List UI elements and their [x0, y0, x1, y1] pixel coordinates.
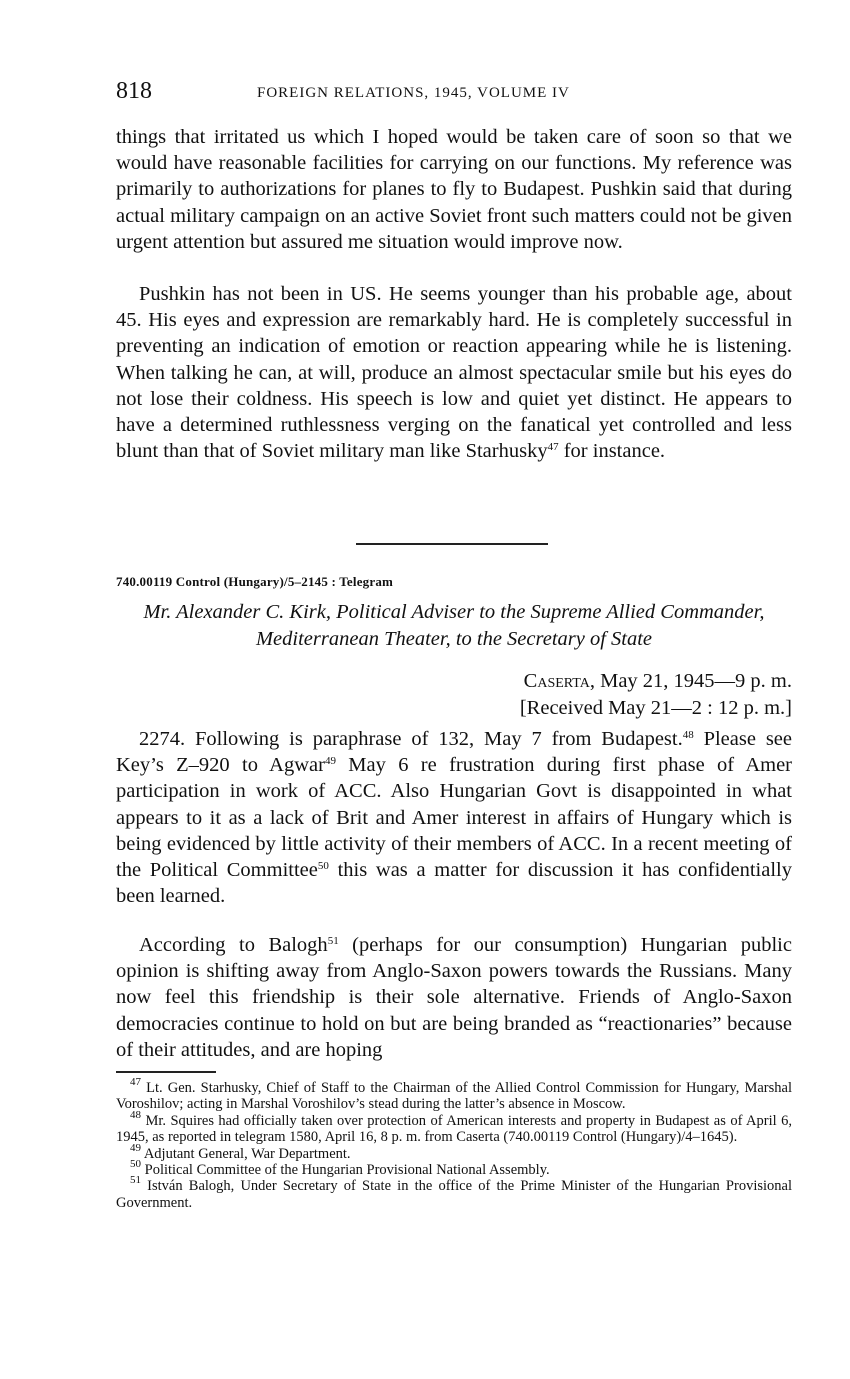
- page-number: 818: [116, 78, 152, 104]
- document-title: Mr. Alexander C. Kirk, Political Adviser to the Supreme Allied Commander, Mediterranean Theater, to the Secretary of State: [143, 601, 765, 650]
- footnote-47: [116, 1076, 792, 1113]
- paragraph-text: Pushkin has not been in US. He seems younger than his probable age, about 45. His eyes and expression are remarkably hard. He is completely successful in preventing an indication of emotion or reaction appearing while he is listening. When talking he can, at will, produce an almost spectacular smile but his eyes do not lose their coldness. His speech is low and quiet yet distinct. He appears to have a determined ruthlessness verging on the fanatical yet controlled and less blunt than that of Soviet military man like Starhusky: [116, 283, 792, 463]
- paragraph-continuation: [116, 124, 792, 255]
- paragraph-text: According to Balogh: [139, 934, 328, 956]
- footnote-ref-49[interactable]: 49: [324, 755, 336, 768]
- paragraph-text: things that irritated us which I hoped would be taken care of soon so that we would have reasonable facilities for carrying on our functions. My reference was primarily to authorizations for planes to fly to Budapest. Pushkin said that during actual military campaign on an active Soviet front such matters could not be given urgent attention but assured me situation would improve now.: [116, 126, 792, 253]
- running-header: [116, 78, 792, 108]
- paragraph-text: May 6 re frustration during first phase of Amer participation in work of ACC. Also Hungarian Govt is disappointed in what appears to it as a lack of Brit and Amer interest in affairs of Hungary which is being evidenced by little activity of their members of ACC. In a recent meeting of the Political Committee: [116, 754, 792, 882]
- paragraph-balogh: [116, 932, 792, 1063]
- footnote-marker: 47: [130, 1076, 141, 1088]
- paragraph-text: Please see Key’s Z–920 to Agwar: [116, 728, 792, 777]
- footnote-marker: 49: [130, 1141, 141, 1154]
- footnote-ref-50[interactable]: 50: [317, 860, 329, 873]
- file-reference: 740.00119 Control (Hungary)/5–2145 : Telegram: [116, 574, 394, 589]
- footnote-text: Adjutant General, War Department.: [141, 1145, 351, 1162]
- footnote-ref-51[interactable]: 51: [327, 935, 339, 947]
- footnote-50: [116, 1158, 792, 1179]
- footnote-ref-47[interactable]: 47: [547, 441, 559, 454]
- footnote-text: Mr. Squires had officially taken over protection of American interests and property in Budapest as of April 6, 1945, as reported in telegram 1580, April 16, 8 p. m. from Caserta (740.00119 Control (Hungary)/4–1645).: [116, 1112, 792, 1146]
- footnote-49: [116, 1141, 792, 1162]
- footnote-text: Political Committee of the Hungarian Provisional National Assembly.: [141, 1162, 550, 1179]
- dateline-place: Caserta,: [523, 670, 595, 692]
- footnote-48: [116, 1108, 792, 1146]
- footnote-divider: [116, 1071, 216, 1073]
- dateline-date: May 21, 1945—9 p. m.: [594, 670, 792, 692]
- footnote-ref-48[interactable]: 48: [682, 729, 694, 741]
- footnote-text: Lt. Gen. Starhusky, Chief of Staff to the Chairman of the Allied Control Commission for Hungary, Marshal Voroshilov; acting in Marshal Voroshilov’s stead during the latter’s absence in Moscow.: [116, 1080, 792, 1113]
- paragraph-text: 2274. Following is paraphrase of 132, May 7 from Budapest.: [139, 728, 683, 750]
- paragraph-telegram-2274: [116, 726, 792, 909]
- footnote-51: [116, 1174, 792, 1211]
- footnote-marker: 51: [130, 1174, 141, 1187]
- paragraph-text: for instance.: [558, 440, 666, 463]
- paragraph-pushkin-description: [116, 281, 792, 464]
- footnote-text: István Balogh, Under Secretary of State in the office of the Prime Minister of the Hungarian Provisional Government.: [116, 1178, 792, 1211]
- footnote-marker: 50: [130, 1158, 141, 1171]
- section-divider: [356, 543, 548, 545]
- paragraph-text: (perhaps for our consumption) Hungarian public opinion is shifting away from Anglo-Saxon powers towards the Russians. Many now feel this friendship is their sole alternative. Friends of Anglo-Saxon democracies continue to hold on but are being branded as “reactionaries” because of their attitudes, and are hoping: [116, 934, 792, 1061]
- footnotes: [116, 1076, 792, 1211]
- footnote-marker: 48: [130, 1108, 141, 1121]
- received-line: [Received May 21—2 : 12 p. m.]: [519, 697, 792, 719]
- paragraph-text: this was a matter for discussion it has confidentially been learned.: [116, 859, 792, 908]
- dateline: [520, 668, 792, 722]
- running-title: FOREIGN RELATIONS, 1945, VOLUME IV: [257, 85, 570, 101]
